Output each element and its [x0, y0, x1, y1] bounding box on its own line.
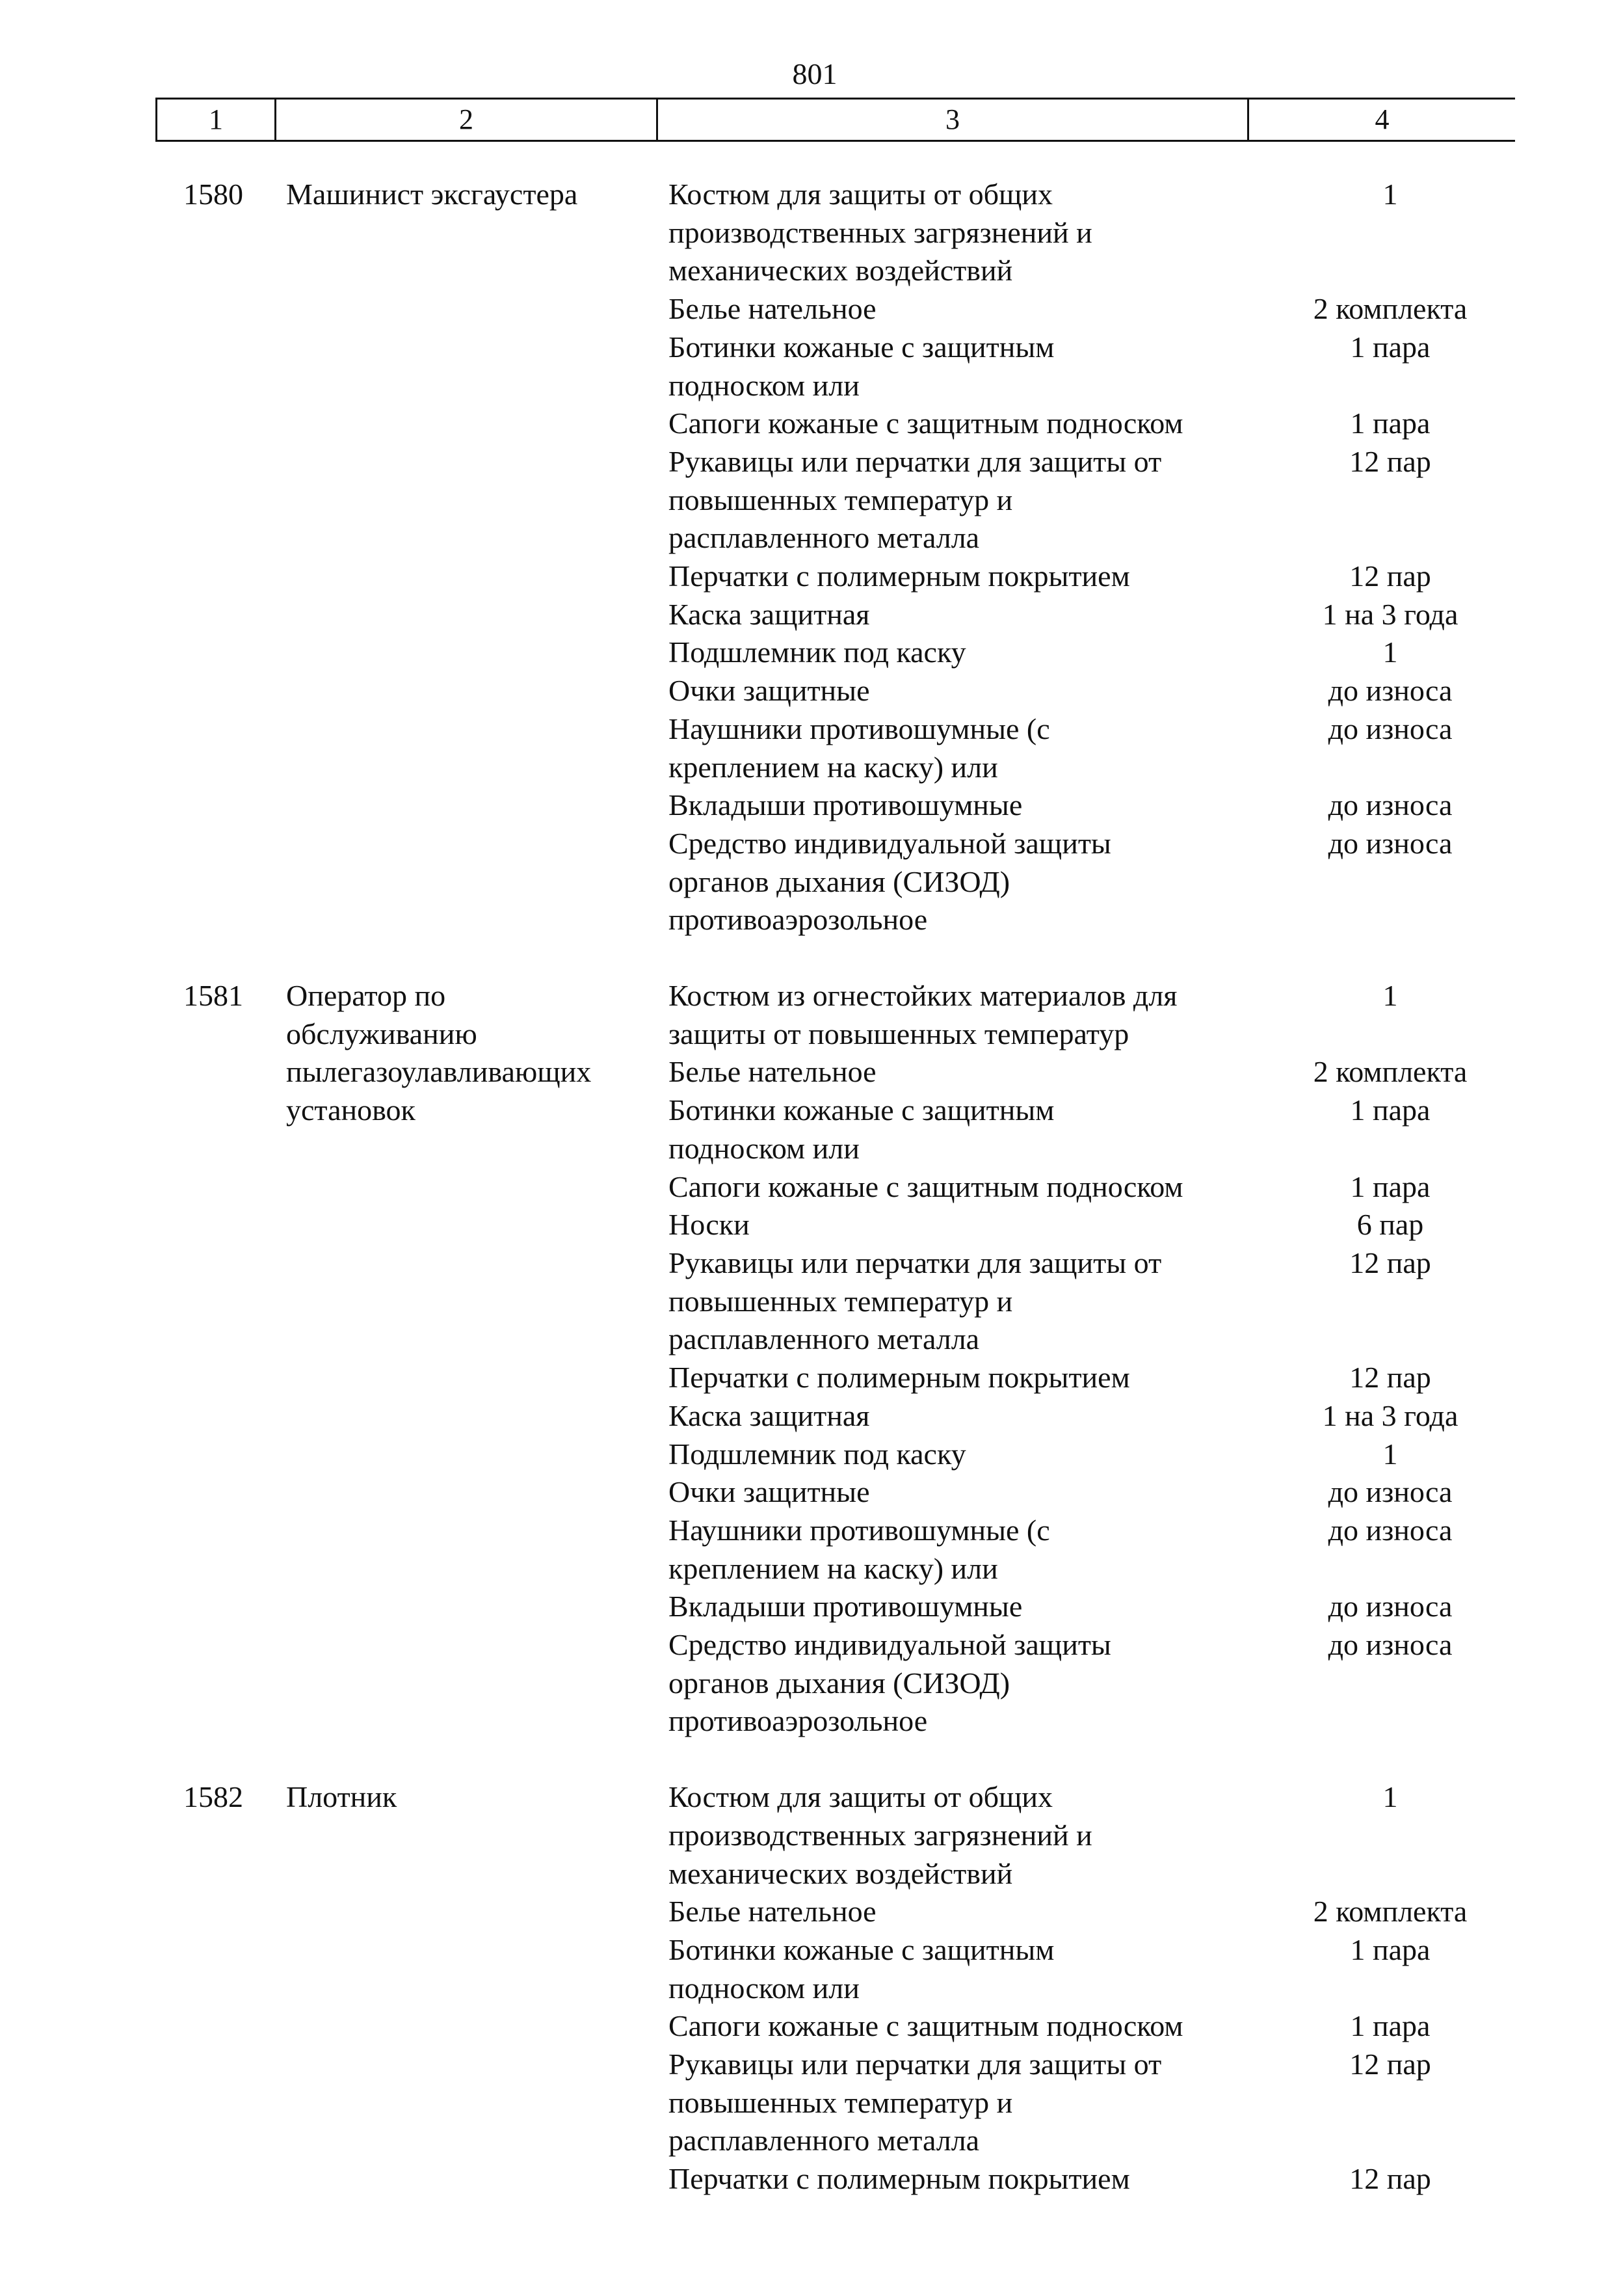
ppe-item-row: [0, 1626, 1623, 1741]
ppe-item-row: [0, 786, 1623, 825]
ppe-item-name: Ботинки кожаные с защитным подноском или: [668, 330, 1055, 402]
ppe-item-row: [0, 1397, 1623, 1435]
ppe-item-quantity: 1: [1382, 635, 1398, 669]
ppe-item-quantity: до износа: [1328, 712, 1453, 745]
ppe-item-row: [0, 1359, 1623, 1397]
ppe-item-quantity: до износа: [1328, 1590, 1453, 1623]
ppe-item-name: Ботинки кожаные с защитным подноском или: [668, 1093, 1055, 1165]
ppe-item-name: Сапоги кожаные с защитным подноском: [668, 2009, 1183, 2043]
ppe-item-quantity: 12 пар: [1349, 559, 1431, 593]
ppe-item-name: Вкладыши противошумные: [668, 788, 1023, 822]
ppe-item-row: [0, 596, 1623, 634]
ppe-item-name: Сапоги кожаные с защитным подноском: [668, 407, 1183, 440]
ppe-item-name: Перчатки с полимерным покрытием: [668, 1361, 1130, 1395]
ppe-item-row: [0, 1588, 1623, 1626]
ppe-item-name: Белье нательное: [668, 1895, 877, 1929]
ppe-item-name: Костюм из огнестойких материалов для защиты от повышенных температур: [668, 979, 1178, 1050]
ppe-item-name: Костюм для защиты от общих производственных загрязнений и механических воздействий: [668, 178, 1092, 287]
ppe-item-name: Носки: [668, 1208, 750, 1242]
ppe-item-quantity: 2 комплекта: [1313, 1055, 1468, 1089]
entry-number: 1582: [183, 1780, 243, 1814]
ppe-item-name: Перчатки с полимерным покрытием: [668, 2162, 1130, 2196]
ppe-norms-table: [0, 176, 1623, 2236]
profession-name: Машинист эксгаустера: [286, 178, 578, 211]
ppe-item-quantity: 1 пара: [1350, 1169, 1431, 1203]
column-header-row: [157, 98, 1515, 142]
ppe-item-quantity: 1 на 3 года: [1322, 597, 1458, 631]
ppe-item-row: [0, 290, 1623, 328]
ppe-item-quantity: 12 пар: [1349, 2162, 1431, 2196]
ppe-item-quantity: 12 пар: [1349, 1246, 1431, 1279]
ppe-item-row: [0, 2007, 1623, 2046]
ppe-item-row: [0, 672, 1623, 710]
profession-name: Оператор по обслуживанию пылегазоулавливающих установок: [286, 979, 592, 1127]
ppe-item-quantity: до износа: [1328, 1628, 1453, 1662]
ppe-item-row: [0, 1244, 1623, 1359]
entry-number: 1580: [183, 178, 243, 211]
ppe-item-row: [0, 825, 1623, 939]
profession-name: Плотник: [286, 1780, 397, 1814]
ppe-item-name: Наушники противошумные (с креплением на каску) или: [668, 1513, 1050, 1585]
ppe-item-quantity: до износа: [1328, 674, 1453, 708]
ppe-item-row: [0, 1053, 1623, 1091]
ppe-item-row: [0, 2046, 1623, 2160]
ppe-item-quantity: 1 пара: [1350, 330, 1431, 364]
ppe-item-row: [0, 176, 1623, 290]
ppe-item-row: [0, 1168, 1623, 1207]
ppe-item-row: [0, 1473, 1623, 1512]
ppe-item-quantity: 1: [1382, 979, 1398, 1013]
ppe-item-row: [0, 557, 1623, 596]
ppe-item-row: [0, 1512, 1623, 1588]
ppe-item-quantity: до износа: [1328, 826, 1453, 860]
ppe-item-quantity: до износа: [1328, 788, 1453, 822]
ppe-item-name: Очки защитные: [668, 674, 870, 708]
ppe-item-row: [0, 1893, 1623, 1931]
ppe-item-row: [0, 1931, 1623, 2007]
entry-number: 1581: [183, 979, 243, 1013]
ppe-item-quantity: 6 пар: [1356, 1208, 1424, 1242]
ppe-item-name: Костюм для защиты от общих производственных загрязнений и механических воздействий: [668, 1780, 1092, 1890]
ppe-item-name: Белье нательное: [668, 1055, 877, 1089]
ppe-item-name: Перчатки с полимерным покрытием: [668, 559, 1130, 593]
ppe-item-name: Белье нательное: [668, 292, 877, 326]
norm-entry: [0, 176, 1623, 939]
ppe-item-quantity: 1 пара: [1350, 2009, 1431, 2043]
ppe-item-quantity: 1 пара: [1350, 1932, 1431, 1966]
norm-entry: [0, 1778, 1623, 2198]
ppe-item-quantity: до износа: [1328, 1513, 1453, 1547]
ppe-item-name: Наушники противошумные (с креплением на каску) или: [668, 712, 1050, 784]
ppe-item-row: [0, 2160, 1623, 2198]
ppe-item-row: [0, 405, 1623, 443]
norm-entry: [0, 977, 1623, 1741]
ppe-item-row: [0, 1778, 1623, 1893]
ppe-item-quantity: до износа: [1328, 1475, 1453, 1509]
ppe-item-row: [0, 977, 1623, 1053]
ppe-item-name: Средство индивидуальной защиты органов дыхания (СИЗОД) противоаэрозольное: [668, 826, 1111, 937]
ppe-item-name: Очки защитные: [668, 1475, 870, 1509]
ppe-item-quantity: 1: [1382, 1780, 1398, 1814]
ppe-item-quantity: 12 пар: [1349, 2048, 1431, 2081]
ppe-item-quantity: 12 пар: [1349, 444, 1431, 478]
ppe-item-name: Рукавицы или перчатки для защиты от повышенных температур и расплавленного металла: [668, 2048, 1162, 2157]
ppe-item-row: [0, 710, 1623, 786]
ppe-item-quantity: 1: [1382, 178, 1398, 211]
ppe-item-quantity: 1 на 3 года: [1322, 1398, 1458, 1432]
ppe-item-name: Средство индивидуальной защиты органов дыхания (СИЗОД) противоаэрозольное: [668, 1628, 1111, 1738]
ppe-item-name: Сапоги кожаные с защитным подноском: [668, 1169, 1183, 1203]
ppe-item-row: [0, 634, 1623, 672]
ppe-item-quantity: 12 пар: [1349, 1361, 1431, 1395]
ppe-item-row: [0, 1206, 1623, 1244]
ppe-item-name: Ботинки кожаные с защитным подноском или: [668, 1932, 1055, 2005]
ppe-item-name: Каска защитная: [668, 597, 870, 631]
column-header-3: 3: [945, 103, 960, 135]
ppe-item-name: Рукавицы или перчатки для защиты от повышенных температур и расплавленного металла: [668, 444, 1162, 555]
ppe-item-name: Вкладыши противошумные: [668, 1590, 1023, 1623]
ppe-item-name: Рукавицы или перчатки для защиты от повышенных температур и расплавленного металла: [668, 1246, 1162, 1356]
ppe-item-row: [0, 1435, 1623, 1474]
ppe-item-quantity: 1 пара: [1350, 407, 1431, 440]
ppe-item-row: [0, 1091, 1623, 1168]
page-number: 801: [792, 57, 838, 90]
ppe-item-quantity: 1: [1382, 1437, 1398, 1471]
column-header-1: 1: [209, 103, 223, 135]
ppe-item-quantity: 2 комплекта: [1313, 1895, 1468, 1929]
column-header-2: 2: [459, 103, 473, 135]
ppe-item-name: Подшлемник под каску: [668, 635, 966, 669]
ppe-item-name: Каска защитная: [668, 1398, 870, 1432]
ppe-item-row: [0, 443, 1623, 557]
ppe-item-row: [0, 328, 1623, 405]
ppe-item-name: Подшлемник под каску: [668, 1437, 966, 1471]
ppe-item-quantity: 1 пара: [1350, 1093, 1431, 1127]
column-header-4: 4: [1375, 103, 1390, 135]
ppe-item-quantity: 2 комплекта: [1313, 292, 1468, 326]
